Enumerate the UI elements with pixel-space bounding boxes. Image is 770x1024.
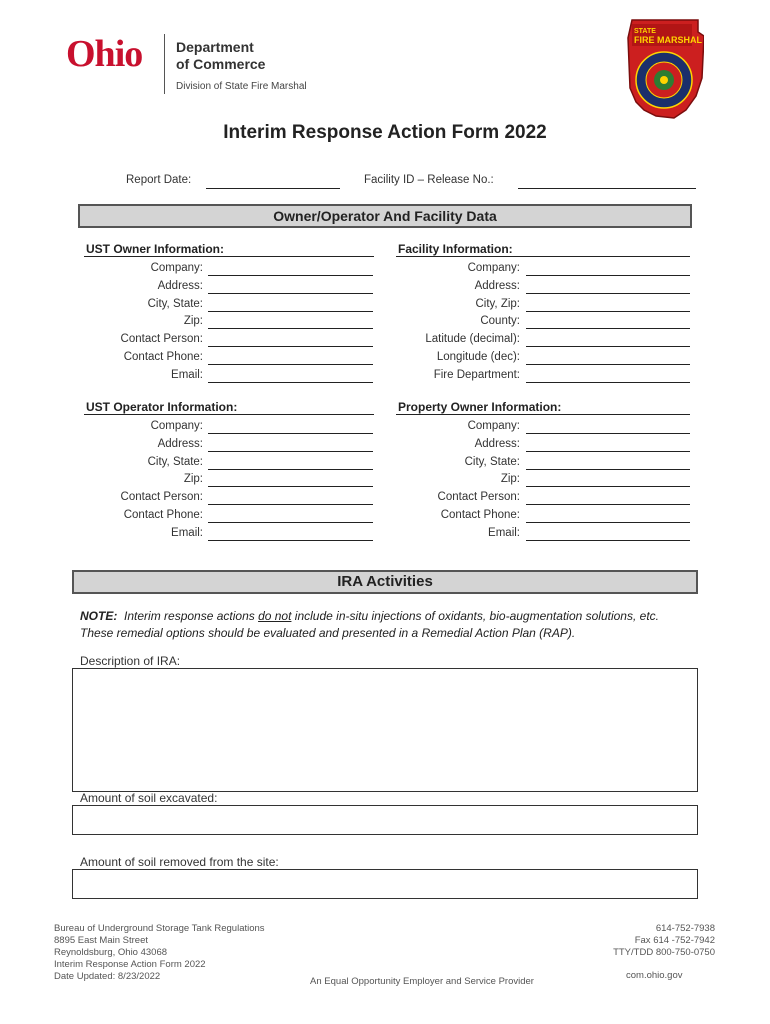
property-owner-field-input[interactable] xyxy=(526,433,690,434)
ust-operator-field-input[interactable] xyxy=(208,504,373,505)
footer-contact xyxy=(613,923,715,959)
ust-owner-field-input[interactable] xyxy=(208,328,373,329)
ust-owner-field-input[interactable] xyxy=(208,275,373,276)
facility-heading: Facility Information: xyxy=(398,242,513,256)
ohio-logo: Ohio xyxy=(66,33,143,75)
footer-website-link[interactable]: com.ohio.gov xyxy=(626,970,683,981)
property-owner-field-input[interactable] xyxy=(526,469,690,470)
facility-heading-rule xyxy=(396,256,690,257)
property-owner-field-label: Address: xyxy=(474,437,520,450)
property-owner-field-label: Zip: xyxy=(500,473,520,486)
ust-owner-field-input[interactable] xyxy=(208,311,373,312)
property-owner-heading: Property Owner Information: xyxy=(398,400,562,414)
ust-owner-field-input[interactable] xyxy=(208,293,373,294)
property-owner-field-label: Contact Phone: xyxy=(440,509,520,521)
property-owner-field-input[interactable] xyxy=(526,504,690,505)
report-date-label: Report Date: xyxy=(126,174,192,186)
footer-bureau: Bureau of Underground Storage Tank Regulations xyxy=(54,923,265,934)
property-owner-field-label: Email: xyxy=(488,526,520,539)
facility-field-input[interactable] xyxy=(526,328,690,329)
facility-field-label: Address: xyxy=(474,279,520,292)
facility-field-input[interactable] xyxy=(526,364,690,365)
ust-owner-field-input[interactable] xyxy=(208,382,373,383)
ust-operator-field-input[interactable] xyxy=(208,469,373,470)
property-owner-field-input[interactable] xyxy=(526,540,690,541)
property-owner-field-input[interactable] xyxy=(526,486,690,487)
ust-owner-heading-rule xyxy=(84,256,374,257)
note-text-start: Interim response actions xyxy=(124,609,259,623)
facility-field-label: Company: xyxy=(467,262,520,274)
footer-phone: 614-752-7938 xyxy=(655,923,715,934)
department-name-line2: of Commerce xyxy=(176,56,266,72)
ust-owner-field-label: Contact Phone: xyxy=(123,351,203,363)
property-owner-field-label: Company: xyxy=(467,420,520,432)
department-name-line1: Department xyxy=(176,39,254,55)
note-label: NOTE: xyxy=(80,609,118,623)
footer-date-updated: Date Updated: 8/23/2022 xyxy=(54,971,161,982)
property-owner-field-label: Contact Person: xyxy=(437,491,520,504)
footer-form-name: Interim Response Action Form 2022 xyxy=(54,959,206,970)
property-owner-field-input[interactable] xyxy=(526,522,690,523)
ust-operator-field-label: Contact Person: xyxy=(120,491,203,504)
ust-operator-field-label: City, State: xyxy=(147,455,203,468)
facility-field-label: County: xyxy=(480,315,520,328)
ust-operator-heading-rule xyxy=(84,414,374,415)
facility-field-label: City, Zip: xyxy=(475,297,520,310)
description-of-ira-label: Description of IRA: xyxy=(80,654,181,668)
svg-text:STATE: STATE xyxy=(634,28,656,35)
facility-field-input[interactable] xyxy=(526,275,690,276)
ust-operator-field-label: Company: xyxy=(150,420,203,432)
ust-operator-heading: UST Operator Information: xyxy=(86,400,238,414)
facility-field-input[interactable] xyxy=(526,293,690,294)
report-date-field[interactable] xyxy=(206,188,340,189)
facility-field-input[interactable] xyxy=(526,311,690,312)
facility-field-label: Latitude (decimal): xyxy=(425,333,520,346)
property-owner-field-input[interactable] xyxy=(526,451,690,452)
property-owner-heading-rule xyxy=(396,414,690,415)
facility-id-label: Facility ID – Release No.: xyxy=(364,174,494,186)
footer-city: Reynoldsburg, Ohio 43068 xyxy=(54,947,168,958)
owner-operator-section-header: Owner/Operator And Facility Data xyxy=(78,204,692,228)
description-of-ira-textarea[interactable] xyxy=(72,668,698,792)
ust-operator-field-input[interactable] xyxy=(208,540,373,541)
facility-field-input[interactable] xyxy=(526,382,690,383)
ust-owner-field-label: Email: xyxy=(171,368,203,381)
facility-field-input[interactable] xyxy=(526,346,690,347)
facility-id-field[interactable] xyxy=(518,188,696,189)
form-title: Interim Response Action Form 2022 xyxy=(223,122,547,143)
ust-operator-field-label: Contact Phone: xyxy=(123,509,203,521)
ust-operator-field-label: Zip: xyxy=(183,473,203,486)
header-divider xyxy=(164,34,165,94)
ust-owner-field-label: Contact Person: xyxy=(120,333,203,346)
fire-marshal-seal-icon xyxy=(626,18,704,120)
soil-removed-input[interactable] xyxy=(72,869,698,899)
ust-operator-field-label: Email: xyxy=(171,526,203,539)
ust-owner-field-input[interactable] xyxy=(208,346,373,347)
ust-operator-field-input[interactable] xyxy=(208,522,373,523)
ust-owner-field-label: Company: xyxy=(150,262,203,274)
property-owner-field-label: City, State: xyxy=(464,455,520,468)
soil-excavated-input[interactable] xyxy=(72,805,698,835)
svg-text:FIRE MARSHAL: FIRE MARSHAL xyxy=(634,35,702,45)
soil-excavated-label: Amount of soil excavated: xyxy=(80,791,218,805)
ust-operator-field-input[interactable] xyxy=(208,433,373,434)
ira-activities-section-header: IRA Activities xyxy=(72,570,698,594)
ust-owner-heading: UST Owner Information: xyxy=(86,242,224,256)
facility-field-label: Longitude (dec): xyxy=(436,351,520,363)
ust-operator-field-input[interactable] xyxy=(208,486,373,487)
ust-operator-field-input[interactable] xyxy=(208,451,373,452)
ust-owner-field-label: Address: xyxy=(157,279,203,292)
footer-address xyxy=(54,923,265,983)
footer-fax: Fax 614 -752-7942 xyxy=(634,935,715,946)
note-text-end: include in-situ injections of oxidants, bio-augmentation solutions, etc. These remedial options should be evaluated and presented in a Remedial Action Plan (RAP). xyxy=(80,609,659,640)
soil-removed-label: Amount of soil removed from the site: xyxy=(80,855,279,869)
footer-equal-opportunity: An Equal Opportunity Employer and Service Provider xyxy=(310,976,534,987)
division-name: Division of State Fire Marshal xyxy=(176,81,307,92)
note-emphasis: do not xyxy=(258,609,292,623)
ust-owner-field-label: Zip: xyxy=(183,315,203,328)
facility-field-label: Fire Department: xyxy=(433,368,520,381)
ust-operator-field-label: Address: xyxy=(157,437,203,450)
ust-owner-field-input[interactable] xyxy=(208,364,373,365)
ira-note xyxy=(80,608,690,642)
footer-tty: TTY/TDD 800-750-0750 xyxy=(613,947,715,958)
ust-owner-field-label: City, State: xyxy=(147,297,203,310)
footer-street: 8895 East Main Street xyxy=(54,935,148,946)
